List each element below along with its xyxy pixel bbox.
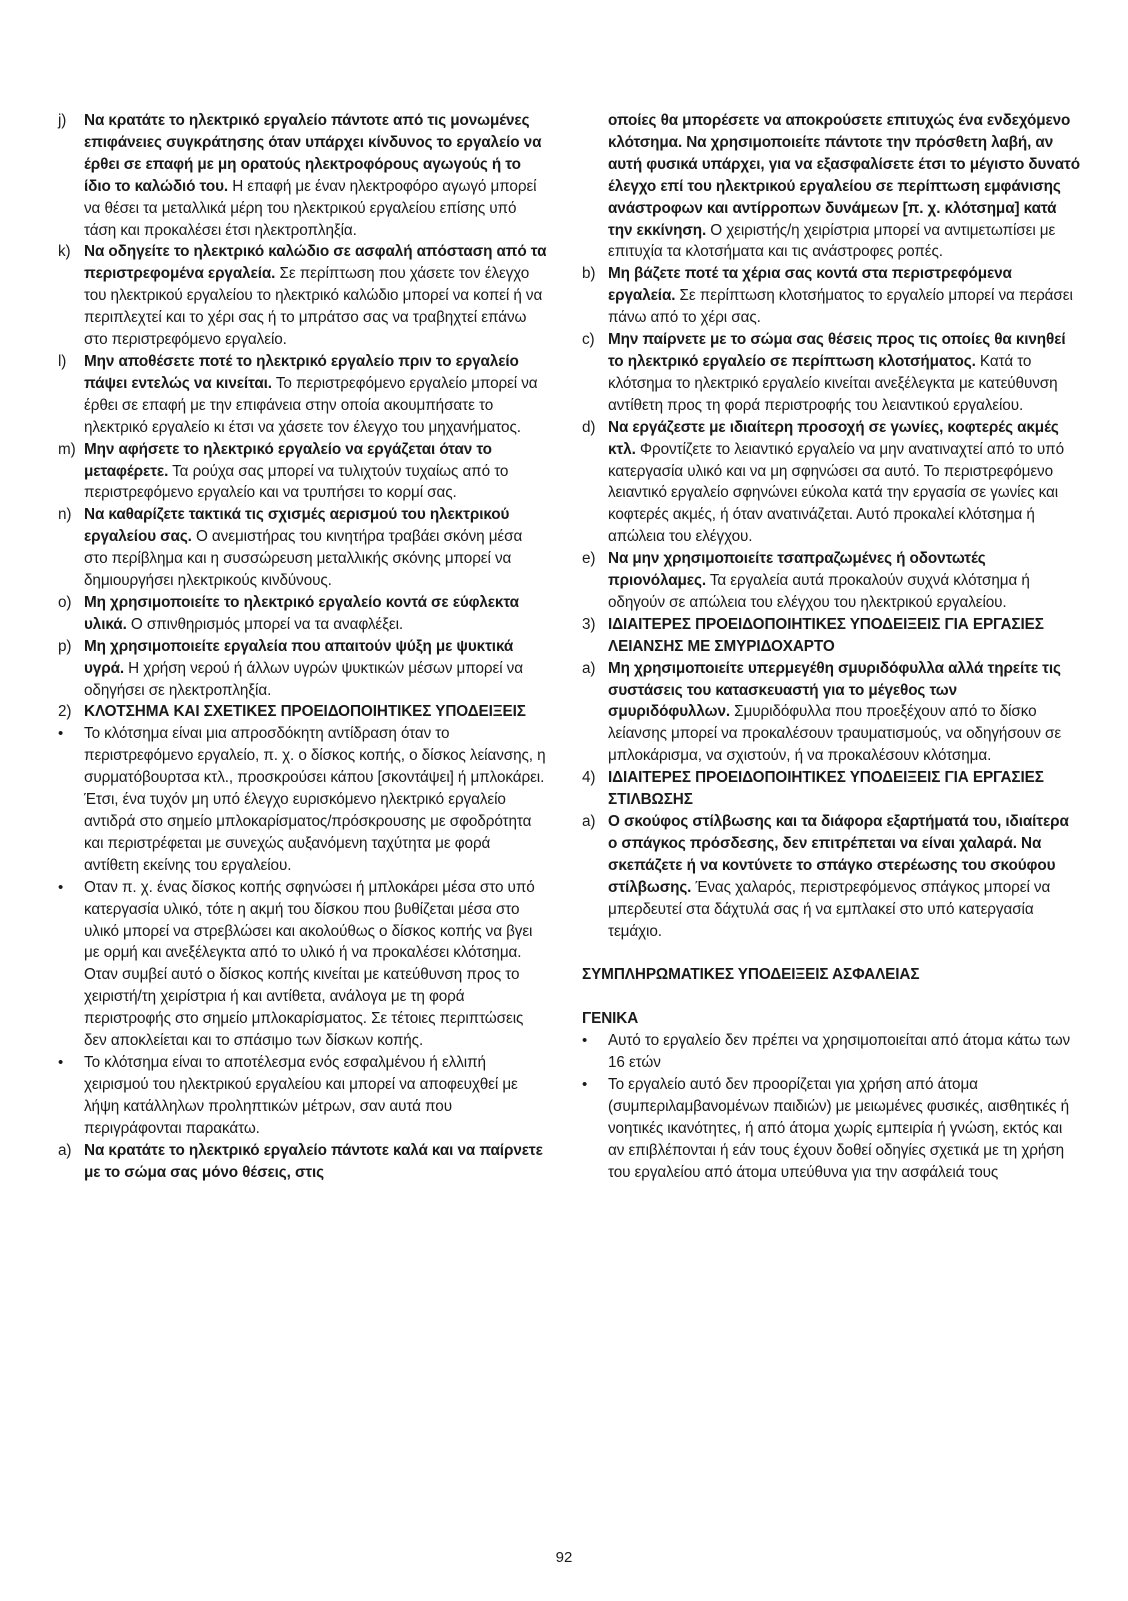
list-item [582,811,1082,942]
left-column [58,110,548,1183]
section-heading [582,614,1082,658]
bullet-item [58,723,548,876]
item-marker: • [582,1076,588,1094]
item-body [84,241,548,351]
bold-instruction: Να οδηγείτε το ηλεκτρικό καλώδιο σε ασφαλή απόσταση από τα περιστρεφομένα εργαλεία. [84,243,547,283]
list-item [58,1140,548,1184]
item-body [608,417,1082,548]
item-marker: k) [58,243,71,261]
item-marker: m) [58,440,76,458]
item-body [84,1140,548,1184]
list-item [582,548,1082,614]
item-body [84,636,548,702]
bullet-item [582,1074,1082,1184]
item-text: Η χρήση νερού ή άλλων υγρών ψυκτικών μέσων μπορεί να οδηγήσει σε ηλεκτροπληξία. [84,659,523,699]
item-marker: j) [58,112,67,129]
bold-instruction: Να κρατάτε το ηλεκτρικό εργαλείο πάντοτε καλά και να παίρνετε με το σώμα σας μόνο θέσεις, στις [84,1141,543,1181]
item-text: Ο σπινθηρισμός μπορεί να τα αναφλέξει. [126,615,404,633]
bold-instruction: Μη χρησιμοποιείτε εργαλεία που απαιτούν ψύξη με ψυκτικά υγρά. [84,637,514,677]
item-body [608,767,1082,811]
list-item [58,504,548,592]
item-body [84,504,548,592]
list-item [582,417,1082,548]
item-body [84,110,548,241]
item-marker: • [58,725,64,743]
bold-instruction: Μην αποθέσετε ποτέ το ηλεκτρικό εργαλείο πριν το εργαλείο πάψει εντελώς να κινείται. [84,352,519,392]
list-item [582,263,1082,329]
bold-instruction: Να μην χρησιμοποιείτε τσαπραζωμένες ή οδοντωτές πριονόλαμες. [608,550,986,590]
item-marker: p) [58,637,72,655]
item-text: Το κλότσημα είναι το αποτέλεσμα ενός εσφαλμένου ή ελλιπή χειρισμού του ηλεκτρικού εργαλείου και μπορεί να αποφευχθεί με λήψη κατάλληλων προληπτικών μέτρων, σαν αυτά που περιγράφονται παρακάτω. [84,1053,518,1137]
item-marker: a) [582,813,596,830]
list-item [58,241,548,351]
page-number: 92 [555,1549,573,1566]
item-body [608,1030,1082,1074]
heading-text: ΙΔΙΑΙΤΕΡΕΣ ΠΡΟΕΙΔΟΠΟΙΗΤΙΚΕΣ ΥΠΟΔΕΙΞΕΙΣ ΓΙΑ ΕΡΓΑΣΙΕΣ ΣΤΙΛΒΩΣΗΣ [608,769,1044,809]
list-item [58,636,548,702]
item-text: Ο χειριστής/η χειρίστρια μπορεί να αντιμετωπίσει με επιτυχία τα κλοτσήματα και τις ανάστροφες ροπές. [608,221,1056,261]
bold-instruction: Μη βάζετε ποτέ τα χέρια σας κοντά στα περιστρεφόμενα εργαλεία. [608,265,1012,305]
heading-text: ΚΛΟΤΣΗΜΑ ΚΑΙ ΣΧΕΤΙΚΕΣ ΠΡΟΕΙΔΟΠΟΙΗΤΙΚΕΣ ΥΠΟΔΕΙΞΕΙΣ [84,703,526,721]
list-item [582,658,1082,768]
bullet-item [582,1030,1082,1074]
item-marker: o) [58,593,72,611]
item-body [608,811,1082,942]
bold-instruction: Να καθαρίζετε τακτικά τις σχισμές αερισμού του ηλεκτρικού εργαλείου σας. [84,506,510,546]
list-item [58,110,548,241]
bold-instruction: Μην παίρνετε με το σώμα σας θέσεις προς τις οποίες θα κινηθεί το ηλεκτρικό εργαλείο σε περίπτωση κλοτσήματος. [608,331,1066,370]
item-marker: n) [58,506,72,524]
list-item [582,329,1082,417]
item-text: Τα ρούχα σας μπορεί να τυλιχτούν τυχαίως από το περιστρεφόμενο εργαλείο και να τρυπήσει το κορμί σας. [84,462,509,502]
item-text: Ένας χαλαρός, περιστρεφόμενος σπάγκος μπορεί να μπερδευτεί στα δάχτυλά σας ή να εμπλακεί στο υπό κατεργασία τεμάχιο. [608,878,1051,940]
item-text: Το εργαλείο αυτό δεν προορίζεται για χρήση από άτομα (συμπεριλαμβανομένων παιδιών) με μειωμένες φυσικές, αισθητικές ή νοητικές ικανότητες, ή από άτομα χωρίς εμπειρία ή γνώση, εκτός και αν επιβλέπονται ή εάν τους έχουν δοθεί οδηγίες σχετικά με τη χρήση του εργαλείου από άτομα υπεύθυνα για την ασφάλειά τους [608,1076,1069,1181]
item-marker: • [58,1053,64,1071]
list-item [58,592,548,636]
bold-instruction: Να εργάζεστε με ιδιαίτερη προσοχή σε γωνίες, κοφτερές ακμές κτλ. [608,418,1059,458]
item-text: Αυτό το εργαλείο δεν πρέπει να χρησιμοποιείται από άτομα κάτω των 16 ετών [608,1032,1071,1072]
right-column [582,110,1082,1184]
item-body [84,701,548,723]
bold-instruction: Μη χρησιμοποιείτε το ηλεκτρικό εργαλείο κοντά σε εύφλεκτα υλικά. [84,593,519,633]
list-item [58,351,548,439]
item-text: Σε περίπτωση κλοτσήματος το εργαλείο μπορεί να περάσει πάνω από το χέρι σας. [608,287,1073,327]
item-text: Φροντίζετε το λειαντικό εργαλείο να μην ανατιναχτεί από το υπό κατεργασία υλικό και να μη σφηνώσει σα αυτό. Το περιστρεφόμενο λειαντικό εργαλείο σφηνώνει εύκολα κατά την εργασία σε γωνίες και κοφτερές ακμές, ή όταν ανατινάζεται. Αυτό προκαλεί κλότσημα ή απώλεια του ελέγχου. [608,440,1065,546]
item-body [608,329,1082,417]
item-body [84,592,548,636]
item-text: Τα εργαλεία αυτά προκαλούν συχνά κλότσημα ή οδηγούν σε απώλεια του ελέγχου του ηλεκτρικού εργαλείου. [608,572,1030,611]
item-body [84,439,548,505]
bullet-item [58,877,548,1052]
bold-instruction: Ο σκούφος στίλβωσης και τα διάφορα εξαρτήματά του, ιδιαίτερα ο σπάγκος πρόσδεσης, δεν επιτρέπεται να είναι χαλαρά. Να σκεπάζετε ή να κοντύνετε το σπάγκο στερέωσης του σκούφου στίλβωσης. [608,813,1069,896]
item-marker: l) [58,352,67,370]
item-marker: a) [58,1141,72,1159]
item-marker: 2) [58,703,72,721]
list-item [58,439,548,505]
item-body [608,110,1082,263]
item-body [608,658,1082,768]
item-body [608,614,1082,658]
item-body [608,548,1082,614]
heading-text: ΙΔΙΑΙΤΕΡΕΣ ΠΡΟΕΙΔΟΠΟΙΗΤΙΚΕΣ ΥΠΟΔΕΙΞΕΙΣ ΓΙΑ ΕΡΓΑΣΙΕΣ ΛΕΙΑΝΣΗΣ ΜΕ ΣΜΥΡΙΔΟΧΑΡΤΟ [608,615,1044,655]
item-marker: 3) [582,615,596,633]
item-marker: • [582,1032,588,1050]
item-body [608,263,1082,329]
item-text: Ο ανεμιστήρας του κινητήρα τραβάει σκόνη μέσα στο περίβλημα και η συσσώρευση μεταλλικής σκόνης μπορεί να δημιουργήσει ηλεκτρικούς κινδύνους. [84,528,523,590]
subsection-title: ΓΕΝΙΚΑ [582,1010,639,1028]
item-text: Σμυριδόφυλλα που προεξέχουν από το δίσκο λείανσης μπορεί να προκαλέσουν τραυματισμούς, να οδηγήσουν σε μπλοκάρισμα, να σχιστούν, ή να προκαλέσουν κλότσημα. [608,703,1062,765]
bold-instruction: Μη χρησιμοποιείτε υπερμεγέθη σμυριδόφυλλα αλλά τηρείτε τις συστάσεις του κατασκευαστή για το μέγεθος των σμυριδόφυλλων. [608,659,1061,721]
item-marker: b) [582,265,596,283]
item-marker: e) [582,550,596,568]
item-text: Κατά το κλότσημα το ηλεκτρικό εργαλείο κινείται ανεξέλεγκτα με κατεύθυνση αντίθετη προς τη φορά περιστροφής του λειαντικού εργαλείου. [608,352,1058,414]
item-marker: c) [582,331,595,349]
item-body [84,877,548,1052]
section-heading [582,767,1082,811]
item-body [84,1052,548,1140]
item-marker: d) [582,418,596,436]
bold-instruction: Να κρατάτε το ηλεκτρικό εργαλείο πάντοτε από τις μονωμένες επιφάνειες συγκράτησης όταν υπάρχει κίνδυνος το εργαλείο να έρθει σε επαφή με μη ορατούς ηλεκτροφόρους αγωγούς ή το ίδιο το καλώδιό του. [84,112,542,195]
bold-instruction: Μην αφήσετε το ηλεκτρικό εργαλείο να εργάζεται όταν το μεταφέρετε. [84,440,492,480]
bold-instruction: οποίες θα μπορέσετε να αποκρούσετε επιτυχώς ένα ενδεχόμενο κλότσημα. Να χρησιμοποιείτε πάντοτε την πρόσθετη λαβή, αν αυτή φυσικά υπάρχει, για να εξασφαλίσετε έτσι το μέγιστο δυνατό έλεγχο επί του ηλεκτρικού εργαλείου σε περίπτωση εμφάνισης ανάστροφων και αντίρροπων δυνάμεων [π. χ. κλότσημα] κατά την εκκίνηση. [608,112,1081,239]
item-text: Σε περίπτωση που χάσετε τον έλεγχο του ηλεκτρικού εργαλείου το ηλεκτρικό καλώδιο μπορεί να κοπεί ή να περιπλεχτεί και το χέρι σας ή το μπράτσο σας να τραβηχτεί επάνω στο περιστρεφόμενο εργαλείο. [84,265,543,349]
item-text: Η επαφή με έναν ηλεκτροφόρο αγωγό μπορεί να θέσει τα μεταλλικά μέρη του ηλεκτρικού εργαλείου επίσης υπό τάση και προκαλέσει έτσι ηλεκτροπληξία. [84,177,537,239]
item-marker: 4) [582,769,596,787]
section-title: ΣΥΜΠΛΗΡΩΜΑΤΙΚΕΣ ΥΠΟΔΕΙΞΕΙΣ ΑΣΦΑΛΕΙΑΣ [582,966,920,984]
list-item [582,110,1082,263]
item-text: Οταν π. χ. ένας δίσκος κοπής σφηνώσει ή μπλοκάρει μέσα στο υπό κατεργασία υλικό, τότε η ακμή του δίσκου που βυθίζεται μέσα στο υλικό μπορεί να στρεβλώσει και ακολούθως ο δίσκος κοπής να βγει με ορμή και ανεξέλεγκτα από το υλικό ή να προκαλέσει κλότσημα. Οταν συμβεί αυτό ο δίσκος κοπής κινείται με κατεύθυνση προς το χειριστή/τη χειρίστρια ή και αντίθετα, ανάλογα με τη φορά περιστροφής στο σημείο μπλοκαρίσματος. Σε τέτοιες περιπτώσεις δεν αποκλείεται και το σπάσιμο των δίσκων κοπής. [84,878,535,1050]
item-text: Το περιστρεφόμενο εργαλείο μπορεί να έρθει σε επαφή με την επιφάνεια στην οποία ακουμπήσατε το ηλεκτρικό εργαλείο κι έτσι να χάσετε τον έλεγχο του μηχανήματος. [84,374,538,436]
item-text: Το κλότσημα είναι μια απροσδόκητη αντίδραση όταν το περιστρεφόμενο εργαλείο, π. χ. ο δίσκος κοπής, ο δίσκος λείανσης, η συρματόβουρτσα κτλ., προσκρούσει κάπου [σκοντάψει] ή μπλοκάρει. Έτσι, ένα τυχόν μη υπό έλεγχο ευρισκόμενο ηλεκτρικό εργαλείο αντιδρά στο σημείο μπλοκαρίσματος/πρόσκρουσης με σφοδρότητα και περιστρέφεται με συνεχώς αυξανόμενη ταχύτητα με φορά αντίθετη εκείνης του εργαλείου. [84,725,546,874]
item-body [608,1074,1082,1184]
section-heading [58,701,548,723]
item-marker: • [58,878,64,896]
item-body [84,723,548,876]
item-marker: a) [582,659,596,677]
item-body [84,351,548,439]
bullet-item [58,1052,548,1140]
